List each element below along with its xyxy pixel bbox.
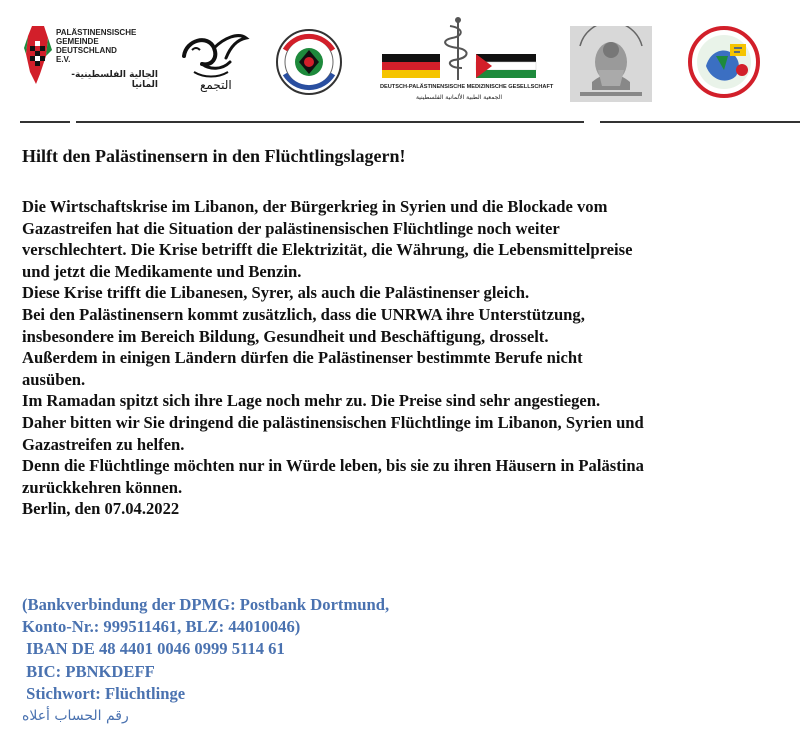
body-line: ausüben.: [22, 369, 86, 389]
body-line: verschlechtert. Die Krise betrifft die Elektrizität, die Währung, die Lebensmittelpreise: [22, 240, 633, 260]
bank-line: Konto-Nr.: 999511461, BLZ: 44010046): [22, 617, 301, 637]
appeal-body: [22, 196, 782, 520]
body-line: zurückkehren können.: [22, 477, 183, 497]
bic-line: BIC: PBNKDEFF: [22, 661, 155, 681]
body-line: Gazastreifen zu helfen.: [22, 434, 185, 454]
dpmg-arabic: الجمعية الطبية الألمانية الفلسطينية: [415, 94, 503, 101]
dpmg-name: DEUTSCH-PALÄSTINENSISCHE MEDIZINISCHE GESELLSCHAFT: [380, 84, 554, 90]
signature-lines: [0, 118, 800, 126]
date-line: Berlin, den 07.04.2022: [22, 499, 180, 519]
logo-header: [0, 0, 800, 118]
body-line: Außerdem in einigen Ländern dürfen die Palästinenser bestimmte Berufe nicht: [22, 348, 583, 368]
association-seal-logo: [275, 28, 343, 96]
body-line: Denn die Flüchtlinge möchten nur in Würde leben, bis sie zu ihren Häusern in Palästina: [22, 456, 644, 476]
dove-logo: [174, 26, 254, 96]
bank-arabic-note: رقم الحساب أعلاه: [22, 708, 129, 725]
gemeinde-name-line-2: GEMEINDE: [56, 37, 99, 46]
dpmg-logo: [380, 16, 554, 108]
body-line: Bei den Palästinensern kommt zusätzlich, dass die UNRWA ihre Unterstützung,: [22, 304, 585, 324]
gemeinde-arabic: الجالية الفلسطينية-المانيا: [71, 70, 158, 90]
body-line: Gazastreifen hat die Situation der palästinensischen Flüchtlinge noch weiter: [22, 218, 560, 238]
gemeinde-name-line-4: E.V.: [56, 55, 71, 64]
page-title: Hilft den Palästinensern in den Flüchtlingslagern!: [22, 146, 406, 166]
bank-details: [22, 594, 389, 727]
bank-line: (Bankverbindung der DPMG: Postbank Dortmund,: [22, 595, 390, 614]
heritage-stamp-logo: [570, 26, 652, 102]
body-line: Im Ramadan spitzt sich ihre Lage noch mehr zu. Die Preise sind sehr angestiegen.: [22, 391, 601, 411]
gemeinde-name-line-1: PALÄSTINENSISCHE: [56, 28, 137, 37]
youth-circle-logo: [688, 26, 760, 98]
body-line: Diese Krise trifft die Libanesen, Syrer, als auch die Palästinenser gleich.: [22, 283, 530, 303]
body-line: Die Wirtschaftskrise im Libanon, der Bürgerkrieg in Syrien und die Blockade vom: [22, 197, 608, 216]
body-line: Daher bitten wir Sie dringend die palästinensischen Flüchtlinge im Libanon, Syrien und: [22, 412, 644, 432]
iban-line: IBAN DE 48 4401 0046 0999 5114 61: [22, 639, 285, 659]
body-line: insbesondere im Bereich Bildung, Gesundheit und Beschäftigung, drosselt.: [22, 326, 549, 346]
gemeinde-logo: [18, 24, 158, 94]
dove-caption: التجمع: [200, 78, 232, 92]
body-line: und jetzt die Medikamente und Benzin.: [22, 261, 302, 281]
gemeinde-name-line-3: DEUTSCHLAND: [56, 46, 117, 55]
keyword-line: Stichwort: Flüchtlinge: [22, 683, 186, 703]
